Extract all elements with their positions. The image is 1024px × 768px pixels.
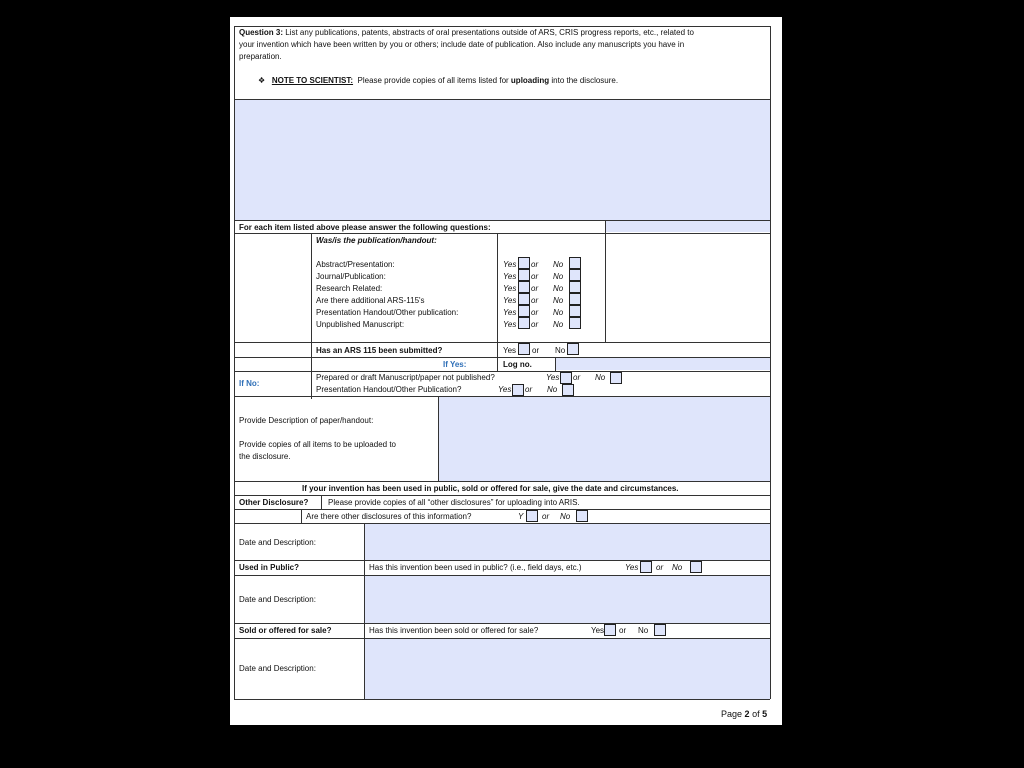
if-no-q2-or: or — [525, 385, 533, 394]
question3-text — [239, 28, 694, 38]
used-in-public-label: Used in Public? — [239, 563, 300, 572]
journal-yes-checkbox[interactable] — [518, 269, 530, 281]
description-line3: the disclosure. — [239, 452, 291, 461]
used-in-public-or: or — [656, 563, 664, 572]
page-total: 5 — [762, 709, 768, 719]
publications-input-area[interactable] — [235, 100, 770, 220]
note-to-scientist — [258, 76, 618, 86]
unpublished-no-checkbox[interactable] — [569, 317, 581, 329]
sold-no: No — [638, 626, 649, 635]
if-no-q1-or: or — [573, 373, 581, 382]
if-no-q1-no-checkbox[interactable] — [610, 372, 622, 384]
handout-no-checkbox[interactable] — [569, 305, 581, 317]
date-desc-label-2: Date and Description: — [239, 595, 316, 604]
row-journal-or: or — [531, 272, 539, 281]
row-abstract-yes: Yes — [503, 260, 517, 269]
form-page — [230, 17, 782, 725]
row-abstract-label: Abstract/Presentation: — [316, 260, 395, 269]
journal-no-checkbox[interactable] — [569, 269, 581, 281]
additional-no-checkbox[interactable] — [569, 293, 581, 305]
other-disclosure-yes-checkbox[interactable] — [526, 510, 538, 522]
question3-line1: List any publications, patents, abstracts of oral presentations outside of ARS, CRIS progress reports, etc., related to — [285, 28, 694, 37]
sold-question: Has this invention been sold or offered for sale? — [369, 626, 539, 635]
other-disclosure-no: No — [560, 512, 571, 521]
abstract-yes-checkbox[interactable] — [518, 257, 530, 269]
ars115-no: No — [555, 346, 566, 355]
ars115-yes-checkbox[interactable] — [518, 343, 530, 355]
abstract-no-checkbox[interactable] — [569, 257, 581, 269]
if-no-label: If No: — [239, 379, 260, 388]
date-desc-input-3[interactable] — [365, 639, 770, 699]
row-research-yes: Yes — [503, 284, 517, 293]
question3-line3: preparation. — [239, 52, 282, 61]
research-no-checkbox[interactable] — [569, 281, 581, 293]
if-no-q1-no: No — [595, 373, 606, 382]
row-handout-yes: Yes — [503, 308, 517, 317]
if-no-q1-yes: Yes — [546, 373, 560, 382]
diamond-bullet-icon: ❖ — [258, 76, 266, 85]
of-label: of — [752, 709, 760, 719]
sold-no-checkbox[interactable] — [654, 624, 666, 636]
note-bold-uploading: uploading — [510, 76, 550, 85]
unpublished-yes-checkbox[interactable] — [518, 317, 530, 329]
note-text-a: Please provide copies of all items listed for — [357, 76, 509, 85]
other-disclosure-label: Other Disclosure? — [239, 498, 309, 507]
row-research-label: Research Related: — [316, 284, 383, 293]
used-in-public-no-checkbox[interactable] — [690, 561, 702, 573]
used-in-public-yes: Yes — [625, 563, 639, 572]
if-no-q2: Presentation Handout/Other Publication? — [316, 385, 462, 394]
question3-line2: your invention which have been written by you or others; include date of publication. Also include any manuscripts you have in — [239, 40, 685, 49]
row-additional-label: Are there additional ARS-115's — [316, 296, 425, 305]
row-handout-no: No — [553, 308, 564, 317]
note-label: NOTE TO SCIENTIST: — [271, 76, 354, 85]
row-journal-yes: Yes — [503, 272, 517, 281]
page-num: 2 — [744, 709, 750, 719]
row-unpublished-label: Unpublished Manuscript: — [316, 320, 405, 329]
description-input-area[interactable] — [439, 397, 770, 481]
ars115-no-checkbox[interactable] — [567, 343, 579, 355]
row-abstract-no: No — [553, 260, 564, 269]
other-disclosure-or: or — [542, 512, 550, 521]
other-disclosure-text: Please provide copies of all “other disclosures” for uploading into ARIS. — [328, 498, 580, 507]
row-research-no: No — [553, 284, 564, 293]
handout-yes-checkbox[interactable] — [518, 305, 530, 317]
other-disclosure-yes: Y — [518, 512, 524, 521]
ars115-question: Has an ARS 115 been submitted? — [316, 346, 443, 355]
row-additional-no: No — [553, 296, 564, 305]
items-header-field[interactable] — [606, 221, 770, 232]
sold-yes-checkbox[interactable] — [604, 624, 616, 636]
date-desc-label-3: Date and Description: — [239, 664, 316, 673]
note-text-b: into the disclosure. — [551, 76, 619, 85]
used-in-public-no: No — [672, 563, 683, 572]
if-no-q2-yes-checkbox[interactable] — [512, 384, 524, 396]
row-abstract-or: or — [531, 260, 539, 269]
row-unpublished-no: No — [553, 320, 564, 329]
description-line2: Provide copies of all items to be uploaded to — [239, 440, 396, 449]
used-in-public-question: Has this invention been used in public? (i.e., field days, etc.) — [369, 563, 582, 572]
sold-or: or — [619, 626, 627, 635]
row-handout-label: Presentation Handout/Other publication: — [316, 308, 459, 317]
row-research-or: or — [531, 284, 539, 293]
row-unpublished-yes: Yes — [503, 320, 517, 329]
page-label: Page — [721, 709, 743, 719]
if-yes-label: If Yes: — [443, 360, 467, 369]
row-journal-no: No — [553, 272, 564, 281]
log-no-label: Log no. — [503, 360, 532, 369]
log-no-input[interactable] — [556, 358, 770, 370]
row-unpublished-or: or — [531, 320, 539, 329]
date-desc-input-2[interactable] — [365, 576, 770, 623]
items-subheader: Was/is the publication/handout: — [316, 236, 437, 245]
additional-yes-checkbox[interactable] — [518, 293, 530, 305]
row-additional-or: or — [531, 296, 539, 305]
public-header: If your invention has been used in public, sold or offered for sale, give the date and circumstances. — [302, 484, 679, 493]
date-desc-input-1[interactable] — [365, 524, 770, 560]
row-additional-yes: Yes — [503, 296, 517, 305]
if-no-q2-no-checkbox[interactable] — [562, 384, 574, 396]
question3-label: Question 3: — [239, 28, 284, 37]
sold-label: Sold or offered for sale? — [239, 626, 332, 635]
ars115-yes: Yes — [503, 346, 517, 355]
if-no-q1: Prepared or draft Manuscript/paper not published? — [316, 373, 495, 382]
sold-yes: Yes — [591, 626, 605, 635]
date-desc-label-1: Date and Description: — [239, 538, 316, 547]
row-journal-label: Journal/Publication: — [316, 272, 386, 281]
ars115-or: or — [532, 346, 540, 355]
other-disclosure-no-checkbox[interactable] — [576, 510, 588, 522]
row-handout-or: or — [531, 308, 539, 317]
research-yes-checkbox[interactable] — [518, 281, 530, 293]
if-no-q2-yes: Yes — [498, 385, 512, 394]
used-in-public-yes-checkbox[interactable] — [640, 561, 652, 573]
description-line1: Provide Description of paper/handout: — [239, 416, 374, 425]
items-header: For each item listed above please answer the following questions: — [239, 223, 491, 232]
other-disclosure-question: Are there other disclosures of this information? — [306, 512, 472, 521]
page-number — [721, 709, 767, 720]
if-no-q2-no: No — [547, 385, 558, 394]
if-no-q1-yes-checkbox[interactable] — [560, 372, 572, 384]
